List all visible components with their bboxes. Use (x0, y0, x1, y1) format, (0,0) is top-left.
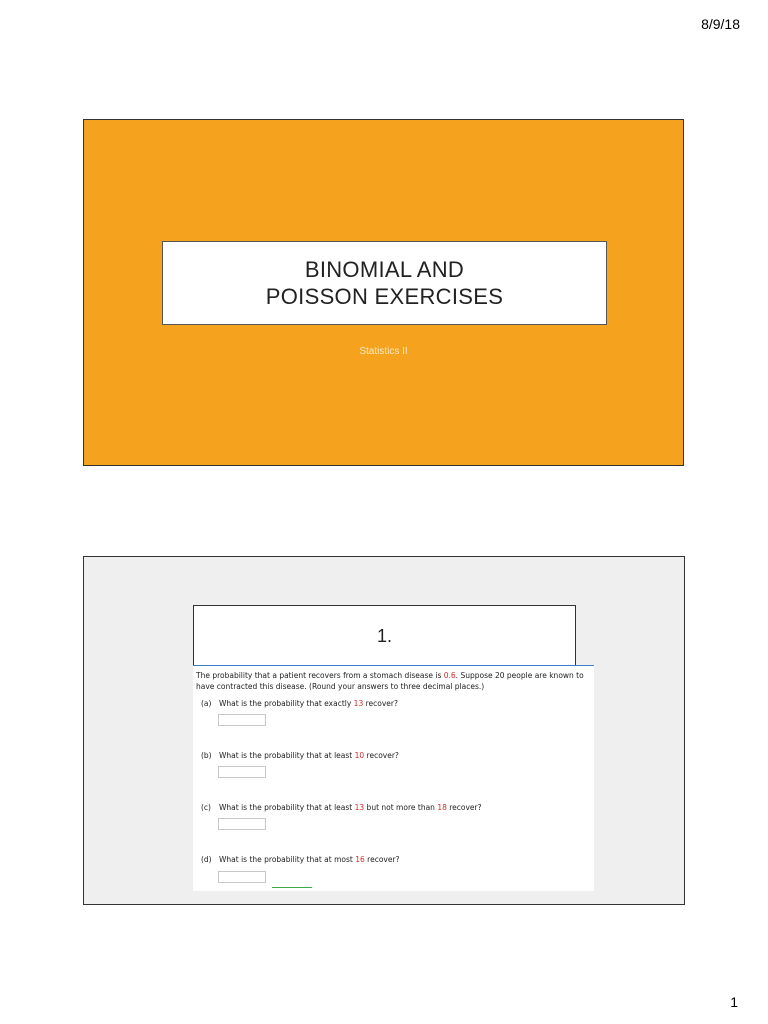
question-letter: (d) (201, 855, 212, 864)
slide-title: BINOMIAL AND POISSON EXERCISES (265, 257, 504, 309)
question-text-end: recover? (364, 855, 400, 864)
question-d (201, 855, 400, 864)
question-number-2: 18 (437, 803, 447, 812)
slide-subtitle: Statistics II (359, 346, 408, 357)
question-letter: (b) (201, 751, 212, 760)
question-number: 13 (354, 803, 365, 812)
question-letter: (c) (201, 803, 211, 812)
page-date: 8/9/18 (701, 16, 740, 32)
question-text: What is the probability that at least (219, 751, 355, 760)
exercise-number: 1. (376, 626, 392, 646)
answer-input-b[interactable] (218, 766, 266, 778)
intro-text-start: The probability that a patient recovers from a stomach disease is (196, 671, 444, 680)
exercise-intro (196, 670, 594, 692)
question-text-end: recover? (446, 803, 482, 812)
question-letter: (a) (201, 699, 212, 708)
question-b (201, 751, 399, 760)
question-number: 13 (353, 699, 364, 708)
answer-input-a[interactable] (218, 714, 266, 726)
answer-indicator-line (272, 887, 312, 888)
page-number: 1 (730, 994, 738, 1010)
answer-input-d[interactable] (218, 871, 266, 883)
question-number: 10 (354, 751, 365, 760)
title-box (162, 241, 607, 325)
answer-input-c[interactable] (218, 818, 266, 830)
question-text-end: recover? (363, 699, 398, 708)
question-number: 16 (355, 855, 365, 864)
exercise-header (193, 605, 576, 667)
question-text: What is the probability that exactly (219, 699, 354, 708)
question-text-end: recover? (364, 751, 399, 760)
intro-probability: 0.6 (443, 671, 456, 680)
question-a (201, 699, 398, 708)
title-slide (83, 119, 684, 466)
question-text: What is the probability that at least (219, 803, 355, 812)
question-c (201, 803, 482, 812)
intro-text-end: . Suppose 20 people are known to have contracted this disease. (Round your answers to three decimal places.) (196, 671, 584, 691)
question-text: What is the probability that at most (219, 855, 356, 864)
exercise-slide (83, 556, 685, 905)
exercise-content (193, 665, 594, 891)
question-text-middle: but not more than (364, 803, 438, 812)
